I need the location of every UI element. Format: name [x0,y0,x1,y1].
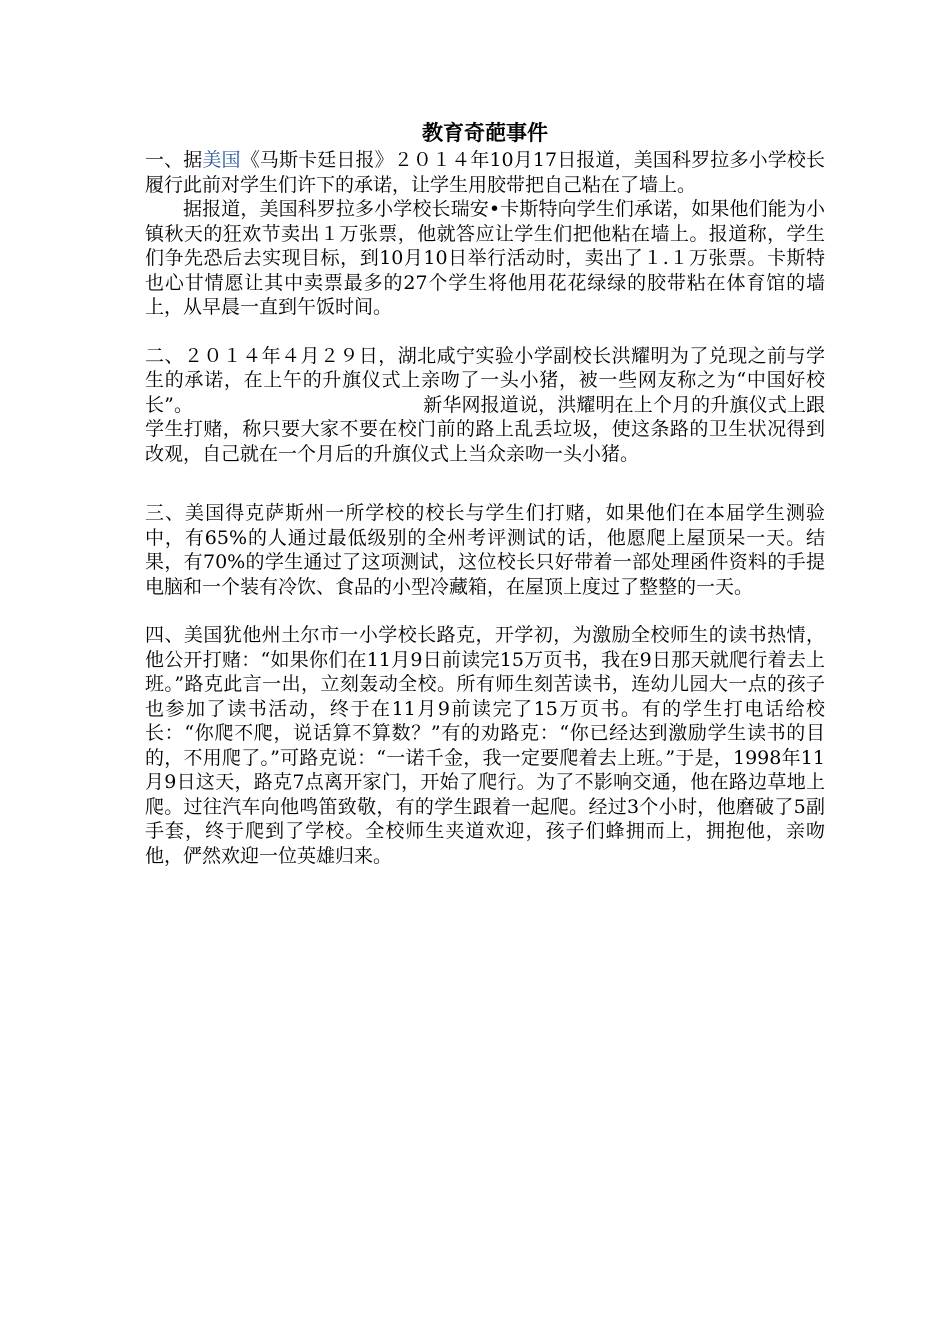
paragraph-1-prefix: 一、据 [145,149,203,171]
paragraph-3-tail: 新华网报道说，洪耀明在上个月的升旗仪式上跟学生打赌，称只要大家不要在校门前的路上乱丢垃圾，使这条路的卫生状况得到改观，自己就在一个月后的升旗仪式上当众亲吻一头小猪。 [145,393,825,465]
document-title: 教育奇葩事件 [422,120,548,145]
spacer [145,320,825,344]
paragraph-5: 四、美国犹他州土尔市一小学校长路克，开学初，为激励全校师生的读书热情，他公开打赌：“如果你们在11月9日前读完15万页书，我在9日那天就爬行着去上班。”路克此言一出，立刻轰动全校。所有师生刻苦读书，连幼儿园大一点的孩子也参加了读书活动，终于在11月9前读完了15万页书。有的学生打电话给校长：“你爬不爬，说话算不算数？”有的劝路克：“你已经达到激励学生读书的目的，不用爬了。”可路克说：“一诺千金，我一定要爬着去上班。”于是，1998年11月9日这天，路克7点离开家门，开始了爬行。为了不影响交通，他在路边草地上爬。过往汽车向他鸣笛致敬，有的学生跟着一起爬。经过3个小时，他磨破了5副手套，终于爬到了学校。全校师生夹道欢迎，孩子们蜂拥而上，拥抱他，亲吻他，俨然欢迎一位英雄归来。 [145,624,825,867]
paragraph-3-main: 二、２０１４年４月２９日，湖北咸宁实验小学副校长洪耀明为了兑现之前与学生的承诺，在上午的升旗仪式上亲吻了一头小猪，被一些网友称之为“中国好校长”。 [145,344,825,416]
paragraph-1-text: 《马斯卡廷日报》２０１４年10月17日报道，美国科罗拉多小学校长履行此前对学生们许下的承诺，让学生用胶带把自己粘在了墙上。 [145,149,825,196]
paragraph-3 [145,344,825,467]
spacer [145,599,825,623]
spacer [145,466,825,501]
paragraph-4: 三、美国得克萨斯州一所学校的校长与学生们打赌，如果他们在本届学生测验中，有65%的人通过最低级别的全州考评测试的话，他愿爬上屋顶呆一天。结果，有70%的学生通过了这项测试，这位校长只好带着一部处理函件资料的手提电脑和一个装有冷饮、食品的小型冷藏箱，在屋顶上度过了整整的一天。 [145,502,825,598]
paragraph-1 [145,148,825,197]
paragraph-2: 据报道，美国科罗拉多小学校长瑞安•卡斯特向学生们承诺，如果他们能为小镇秋天的狂欢节卖出１万张票，他就答应让学生们把他粘在墙上。报道称，学生们争先恐后去实现目标，到10月10日举行活动时，卖出了１.１万张票。卡斯特也心甘情愿让其中卖票最多的27个学生将他用花花绿绿的胶带粘在体育馆的墙上，从早晨一直到午饭时间。 [145,198,825,318]
document-page [145,118,825,868]
usa-link[interactable]: 美国 [202,149,241,171]
